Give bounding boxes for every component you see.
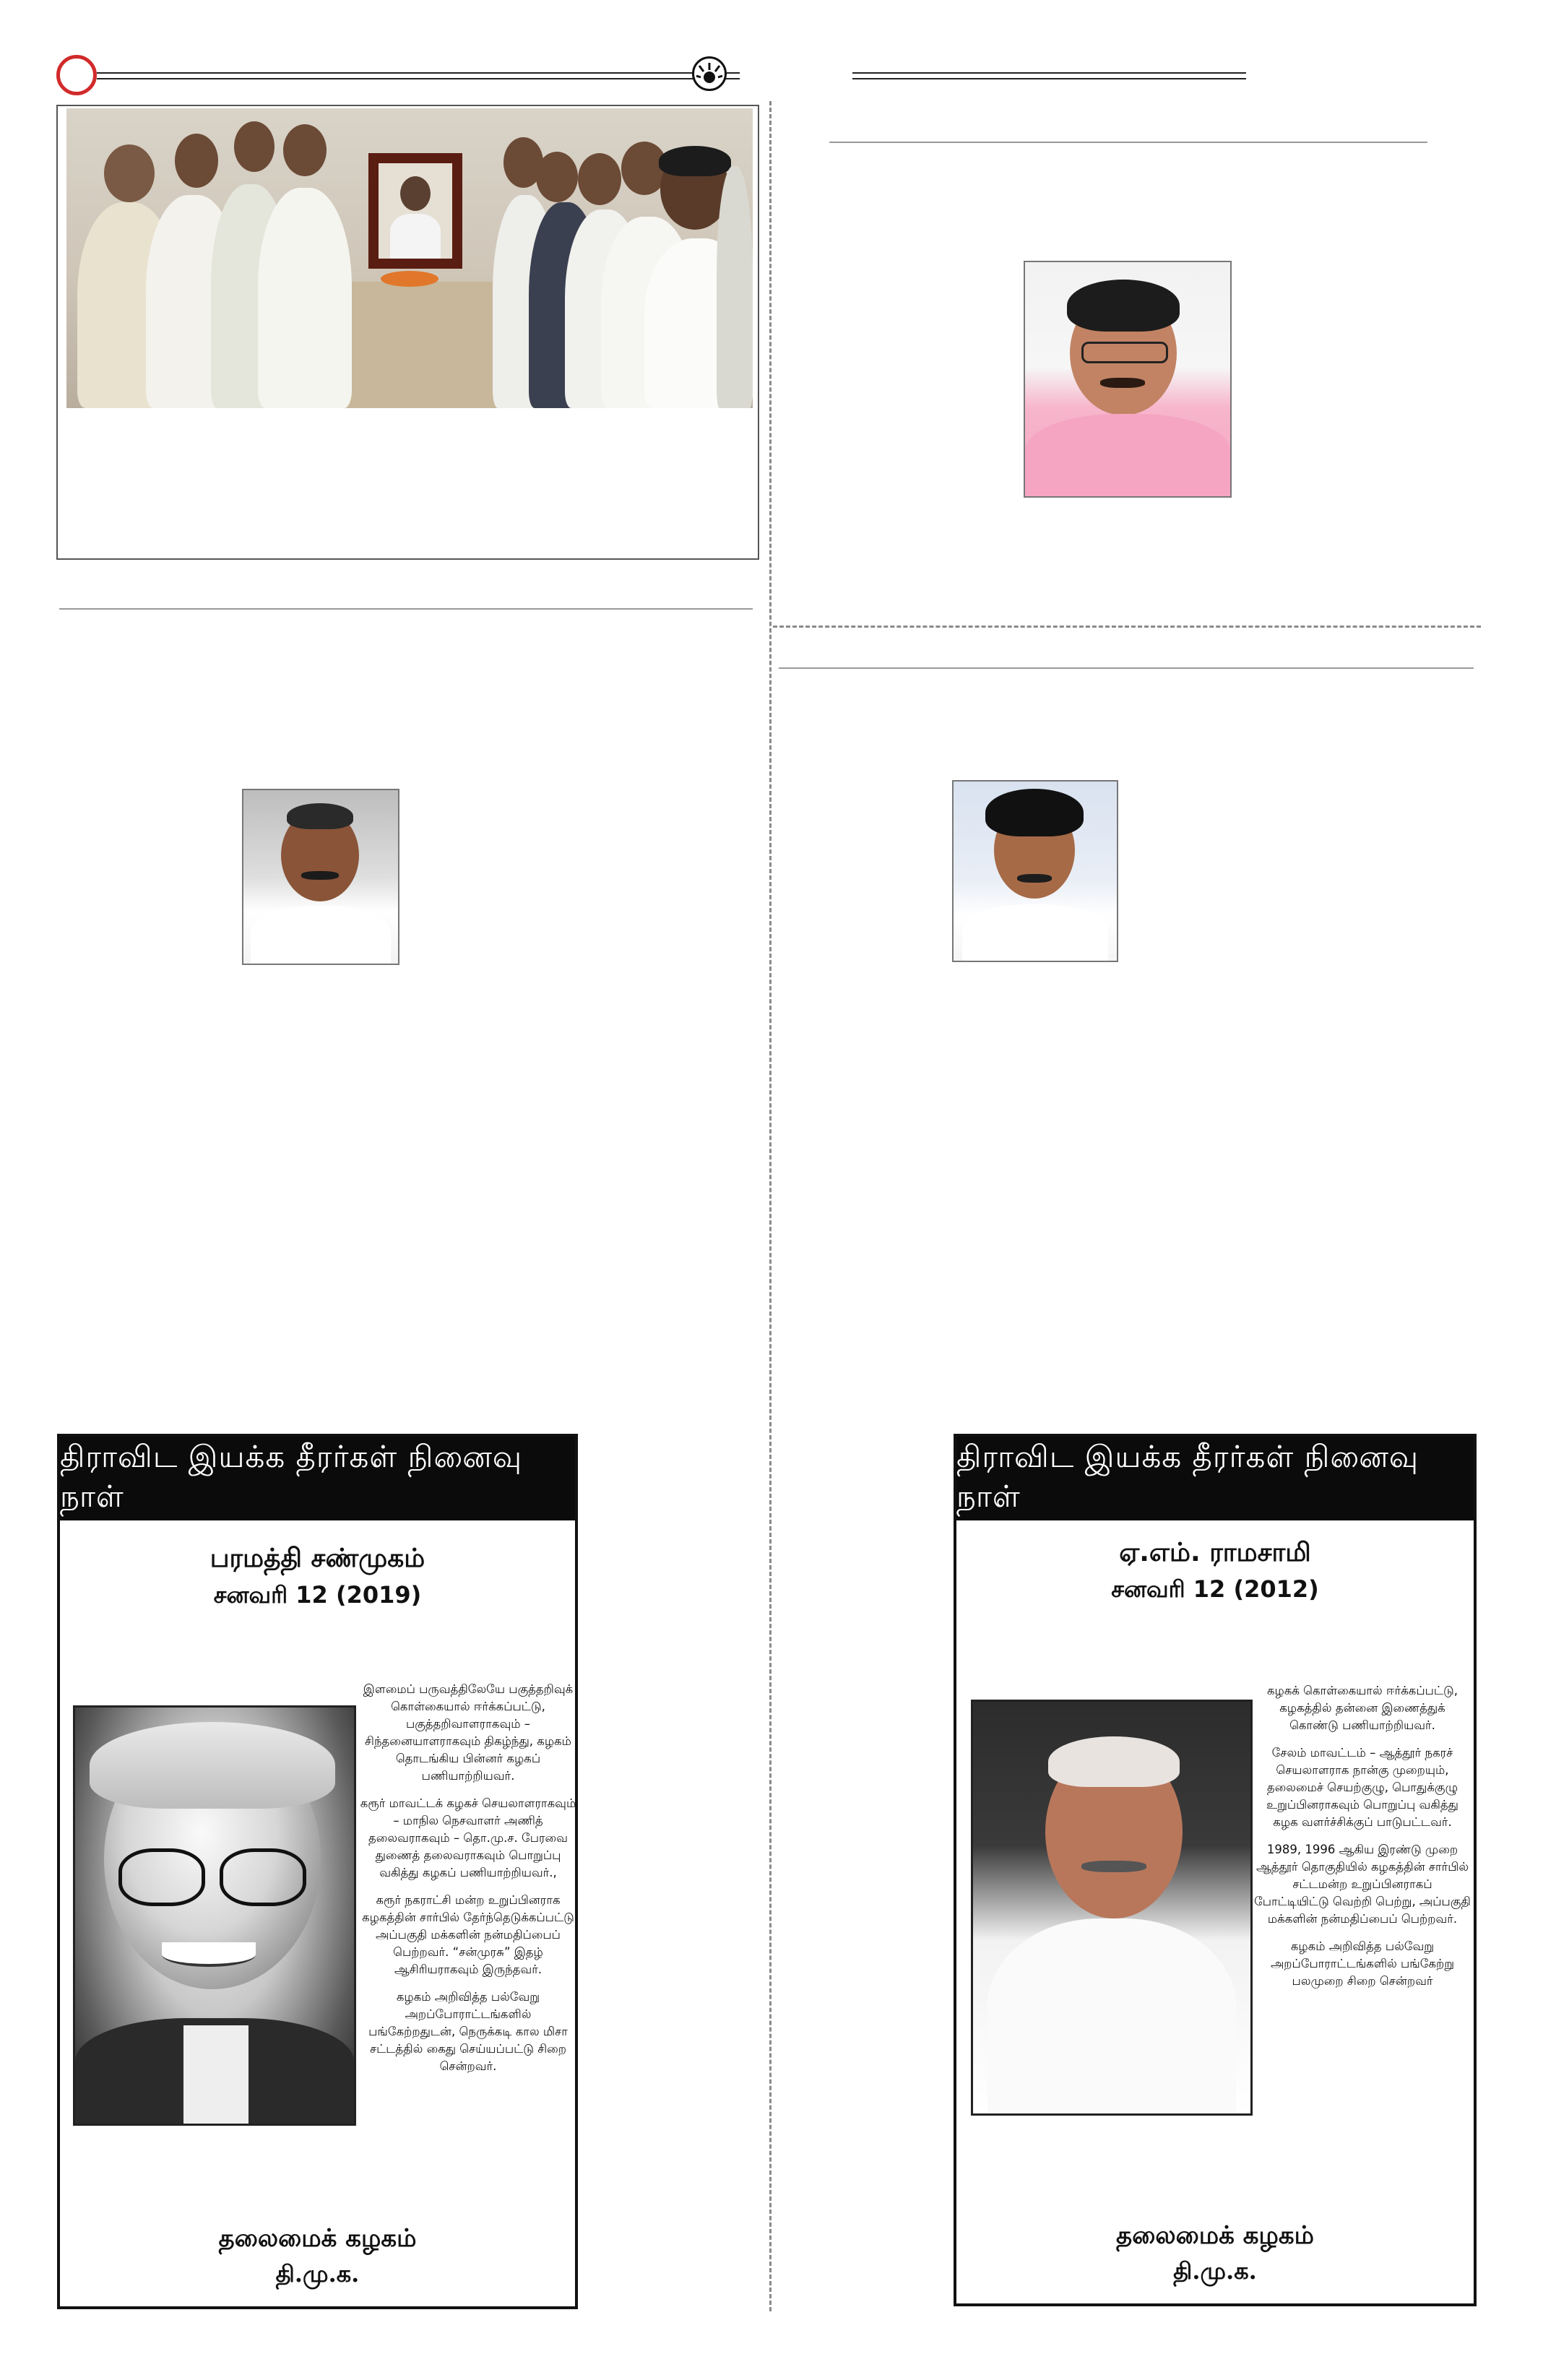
- memorial-name: ஏ.எம். ராமசாமி: [1119, 1538, 1311, 1567]
- memorial-paragraph: கழகக் கொள்கையால் ஈர்க்கப்பட்டு, கழகத்தில் தன்னை இணைத்துக் கொண்டு பணியாற்றியவர்.: [1267, 1684, 1458, 1732]
- memorial-paragraph: கரூர் மாவட்டக் கழகச் செயலாளராகவும் – மாநில நெசவாளர் அணித் தலைவராகவும் – தொ.மு.ச. பேரவை துணைத் தலைவராகவும் பொறுப்பு வகித்து கழகப் பணியாற்றியவர்.,: [360, 1796, 576, 1879]
- memorial-header: திராவிட இயக்க தீரர்கள் நினைவு நாள்: [60, 1437, 575, 1520]
- memorial-box-right: [954, 1434, 1477, 2306]
- memorial-date: சனவரி 12 (2012): [1111, 1575, 1319, 1603]
- portrait-pink-shirt: [1024, 261, 1232, 498]
- memorial-footer-party: தி.மு.க.: [275, 2260, 360, 2288]
- memorial-paragraph: 1989, 1996 ஆகிய இரண்டு முறை ஆத்தூர் தொகுதியில் கழகத்தின் சார்பில் சட்டமன்ற உறுப்பினராகப் போட்டியிட்டு வெற்றி பெற்று, அப்பகுதி மக்களின் நன்மதிப்பைப் பெற்றவர்.: [1254, 1843, 1471, 1926]
- memorial-paragraph: கழகம் அறிவித்த பல்வேறு அறப்போராட்டங்களில் பங்கேற்றதுடன், நெருக்கடி கால மிசா சட்டத்தில் கைது செய்யப்பட்டு சிறை சென்றவர்.: [368, 1990, 568, 2073]
- memorial-paragraph: கரூர் நகராட்சி மன்ற உறுப்பினராக கழகத்தின் சார்பில் தேர்ந்தெடுக்கப்பட்டு அப்பகுதி மக்களின் நன்மதிப்பைப் பெற்றவர். “சன்முரசு” இதழ் ஆசிரியராகவும் இருந்தவர்.: [362, 1893, 574, 1976]
- memorial-footer-org: தலைமைக் கழகம்: [218, 2224, 417, 2253]
- memorial-paragraph: கழகம் அறிவித்த பல்வேறு அறப்போராட்டங்களில் பங்கேற்று பலமுறை சிறை சென்றவர்: [1270, 1939, 1455, 1988]
- memorial-footer-org: தலைமைக் கழகம்: [1116, 2221, 1314, 2250]
- memorial-name: பரமத்தி சண்முகம்: [209, 1544, 425, 1573]
- masthead-rule: [97, 72, 740, 79]
- portrait-white-shirt: [242, 789, 399, 965]
- memorial-paragraph: இளமைப் பருவத்திலேயே பகுத்தறிவுக் கொள்கையால் ஈர்க்கப்பட்டு, பகுத்தறிவாளராகவும் – சிந்தனையாளராகவும் திகழ்ந்து, கழகம் தொடங்கிய பின்னர் கழகப் பணியாற்றியவர்.: [363, 1682, 574, 1783]
- memorial-photo: [971, 1700, 1253, 2116]
- memorial-photo: [73, 1705, 356, 2126]
- masthead: [51, 51, 744, 101]
- masthead-right-rule: [852, 72, 1246, 79]
- right-rule-1: [829, 142, 1427, 143]
- rising-sun-emblem-icon: [692, 56, 727, 91]
- column-divider: [769, 101, 772, 2311]
- portrait-smiling-man: [952, 780, 1118, 962]
- memorial-footer-party: தி.மு.க.: [1173, 2257, 1257, 2285]
- framed-portrait: [368, 153, 462, 269]
- memorial-text: [360, 1681, 576, 2085]
- red-circle-icon: [56, 55, 97, 95]
- memorial-date: சனவரி 12 (2019): [213, 1581, 422, 1609]
- right-rule-2: [779, 667, 1474, 669]
- memorial-box-left: [57, 1434, 578, 2309]
- memorial-paragraph: சேலம் மாவட்டம் – ஆத்தூர் நகரச் செயலாளராக நான்கு முறையும், தலைமைச் செயற்குழு, பொதுக்குழு உறுப்பினராகவும் பொறுப்பு வகித்து கழக வளர்ச்சிக்குப் பாடுபட்டவர்.: [1266, 1746, 1458, 1829]
- group-tribute-photo: [66, 108, 753, 408]
- left-rule-1: [59, 608, 753, 610]
- memorial-text: [1254, 1682, 1471, 2000]
- memorial-header: திராவிட இயக்க தீரர்கள் நினைவு நாள்: [956, 1437, 1474, 1520]
- section-divider-right: [773, 626, 1481, 628]
